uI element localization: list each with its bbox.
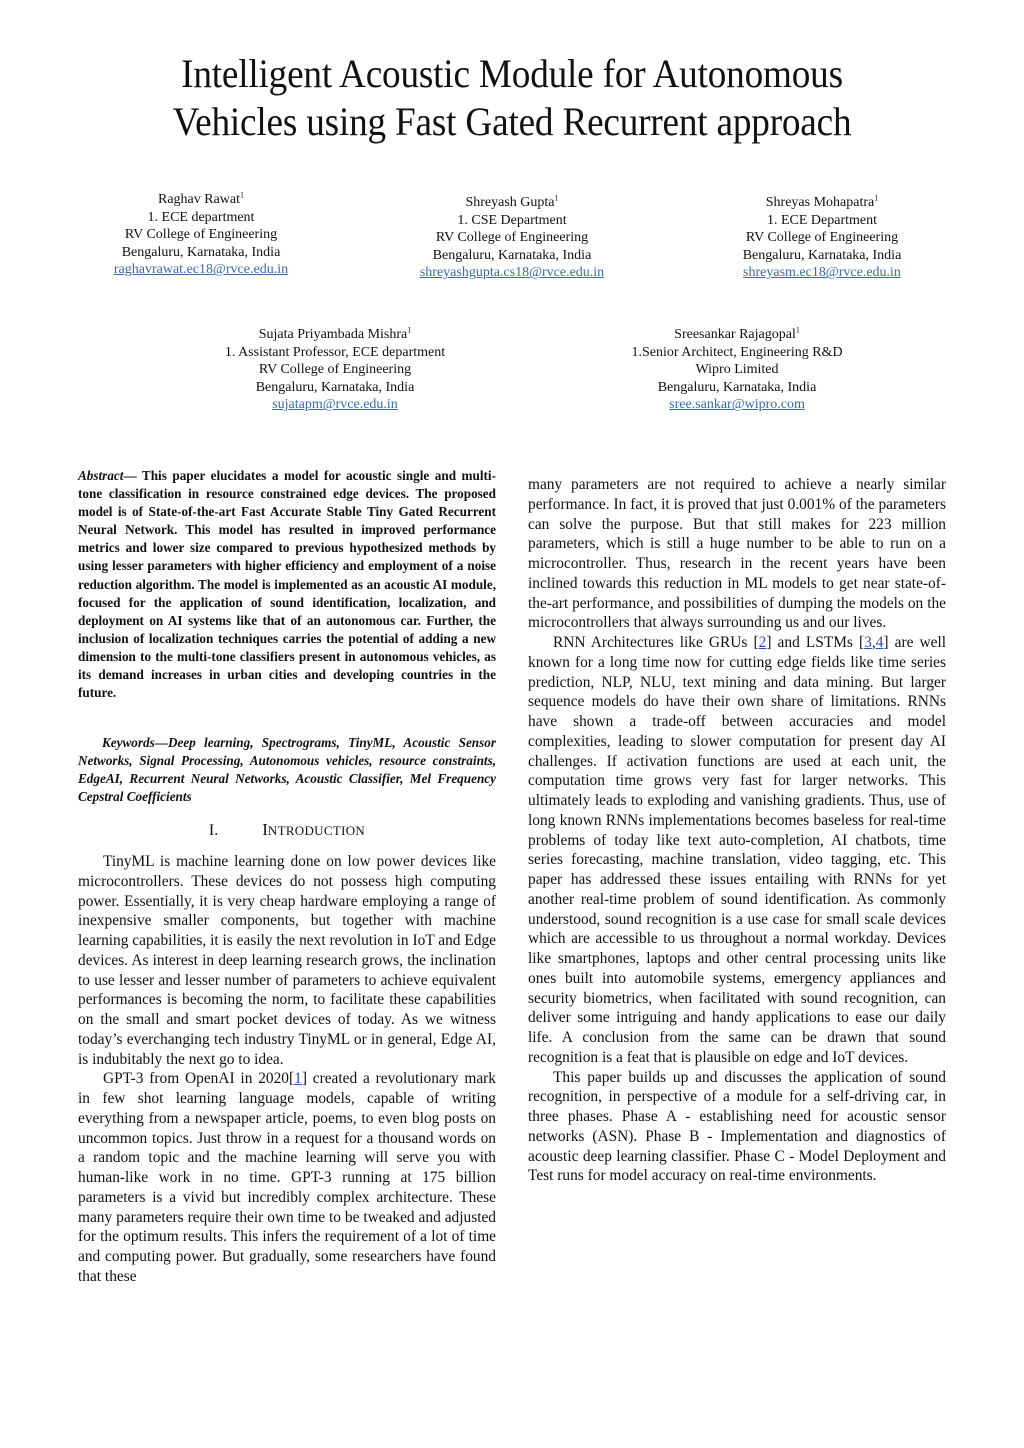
- author-dept: 1. CSE Department: [457, 212, 567, 228]
- author-name: Sreesankar Rajagopal$^1$: [674, 325, 800, 342]
- author-location: Bengaluru, Karnataka, India: [255, 379, 415, 395]
- abstract-text: This paper elucidates a model for acoustic single and multi-tone classification in resource constrained edge devices. The proposed model is of State-of-the-art Fast Accurate Stable Tiny Gated Recurrent Neural Network. This model has resulted in improved performance metrics and lower size compared to previous hypothesized methods by using lesser parameters with higher efficiency and employment of a noise reduction algorithm. The model is implemented as an acoustic AI module, focused for the application of sound identification, localization, and deployment on AI systems like that of an autonomous car. Further, the inclusion of localization techniques carries the potential of adding a new dimension to the multi-tone classifiers present in autonomous vehicles, as its demand increases in urban cities and developing countries in the future.: [78, 468, 496, 701]
- author-org: RV College of Engineering: [435, 230, 589, 246]
- right-column-body: [528, 475, 946, 1186]
- author-email-link[interactable]: sujatapm@rvce.edu.in: [272, 397, 398, 413]
- author-dept: 1.Senior Architect, Engineering R&D: [631, 344, 843, 360]
- author-block-shreyas-mohapatra: [728, 194, 916, 282]
- paragraph: GPT-3 from OpenAI in 2020[1] created a revolutionary mark in few shot learning language models, capable of writing everything from a newspaper article, poems, to even blog posts on uncommon topics. Just throw in a request for a thousand words on a random topic and the machine learning will serve you with human-like work in no time. GPT-3 running at 175 billion parameters is a vivid but incredibly complex architecture. These many parameters require their own time to be tweaked and adjusted for the optimum results. This infers the requirement of a lot of time and computing power. But gradually, some researchers have found that these: [78, 1070, 496, 1285]
- section-heading-introduction: [78, 820, 496, 841]
- author-dept: 1. Assistant Professor, ECE department: [224, 344, 446, 360]
- keywords: Keywords—Deep learning, Spectrograms, TinyML, Acoustic Sensor Networks, Signal Processing, Autonomous vehicles, resource constraints, EdgeAI, Recurrent Neural Networks, Acoustic Classifier, Mel Frequency Cepstral Coefficients: [78, 735, 496, 805]
- paper-title: [92, 50, 933, 146]
- paragraph: This paper builds up and discusses the application of sound recognition, in perspective of a module for a self-driving car, in three phases. Phase A - establishing need for acoustic sensor networks (ASN). Phase B - Implementation and diagnostics of acoustic deep learning classifier. Phase C - Model Deployment and Test runs for model accuracy on real-time environments.: [528, 1068, 946, 1185]
- section-number: I.: [208, 822, 219, 839]
- abstract-dash: —: [123, 468, 142, 483]
- author-location: Bengaluru, Karnataka, India: [742, 247, 902, 263]
- author-block-raghav-rawat: [100, 191, 302, 279]
- citation-link-2[interactable]: 2: [758, 634, 767, 651]
- title-line-2: Vehicles using Fast Gated Recurrent approach: [172, 99, 852, 144]
- citation-link-3[interactable]: 3: [864, 634, 872, 651]
- author-org: RV College of Engineering: [745, 230, 899, 246]
- author-email-link[interactable]: raghavrawat.ec18@rvce.edu.in: [113, 262, 289, 278]
- section-title-rest: NTRODUCTION: [267, 823, 366, 838]
- title-line-1: Intelligent Acoustic Module for Autonomous: [181, 51, 843, 96]
- author-location: Bengaluru, Karnataka, India: [432, 247, 592, 263]
- author-name: Shreyash Gupta$^1$: [465, 193, 559, 210]
- abstract-label: Abstract: [78, 468, 124, 483]
- author-location: Bengaluru, Karnataka, India: [657, 379, 817, 395]
- author-dept: 1. ECE Department: [766, 212, 878, 228]
- author-dept: 1. ECE department: [147, 209, 255, 225]
- author-location: Bengaluru, Karnataka, India: [121, 244, 281, 260]
- citation-link-4[interactable]: 4: [875, 634, 884, 651]
- author-block-sujata-mishra: [205, 326, 465, 414]
- citation-link-1[interactable]: 1: [294, 1070, 302, 1088]
- author-org: RV College of Engineering: [258, 362, 412, 378]
- abstract: [78, 467, 496, 702]
- author-org: RV College of Engineering: [124, 227, 278, 243]
- author-name: Shreyas Mohapatra$^1$: [765, 193, 879, 210]
- paragraph: many parameters are not required to achieve a nearly similar performance. In fact, it is proved that just 0.001% of the parameters can solve the purpose. But that still makes for 223 million parameters, which is still a huge number to be able to run on a microcontroller. Thus, research in the recent years have been inclined towards this reduction in ML models to get near state-of-the-art performance, and possibilities of dumping the models on the microcontrollers that always surrounding us and our lives.: [528, 476, 946, 632]
- author-email-link[interactable]: shreyasm.ec18@rvce.edu.in: [743, 265, 901, 281]
- author-block-shreyash-gupta: [405, 194, 619, 282]
- paragraph: TinyML is machine learning done on low power devices like microcontrollers. These devices do not possess high computing power. Essentially, it is very cheap hardware employing a range of inexpensive smaller components, but together with machine learning capabilities, it is easily the next revolution in IoT and Edge devices. As interest in deep learning research grows, the inclination to use lesser and lesser number of parameters to achieve equivalent performances is becoming the norm, to facilitate these capabilities on the small and smart pocket devices of today. As we witness today’s everchanging tech industry TinyML or in general, Edge AI, is indubitably the next go to idea.: [78, 853, 496, 1068]
- author-org: Wipro Limited: [695, 362, 779, 378]
- left-column-body: [78, 852, 496, 1287]
- author-name: Raghav Rawat$^1$: [157, 190, 245, 207]
- author-name: Sujata Priyambada Mishra$^1$: [258, 325, 412, 342]
- paragraph: RNN Architectures like GRUs [2] and LSTMs [3,4] are well known for a long time now for cutting edge fields like time series prediction, NLP, NLU, text mining and data mining. But larger sequence models do have their own share of limitations. RNNs have shown a trade-off between accuracies and model complexities, leading to slower computation for present day AI challenges. If activation functions are used at each unit, the computation time grows very fast for larger networks. This ultimately leads to exploding and vanishing gradients. Thus, use of long known RNNs implementations becomes baseless for real-time problems of today like text auto-completion, AI chatbots, time series forecasting, machine translation, video tagging, etc. This paper has addressed these issues entailing with RNNs for yet another real-time problem of sound identification. As commonly understood, sound recognition is a use case for small scale devices which are accessible to us throughout a normal workday. Devices like smartphones, laptops and other central processing units like ones built into automobile systems, emergency appliances and security biometrics, when facilitated with sound recognition, can deliver some intriguing and handy applications to ease our daily life. A conclusion from the same can be drawn that sound recognition is a feat that is plausible on edge and IoT devices.: [528, 634, 946, 1066]
- author-email-link[interactable]: sree.sankar@wipro.com: [669, 397, 805, 413]
- author-block-sreesankar-rajagopal: [615, 326, 859, 414]
- section-title-initial: I: [262, 820, 268, 839]
- author-email-link[interactable]: shreyashgupta.cs18@rvce.edu.in: [419, 265, 605, 281]
